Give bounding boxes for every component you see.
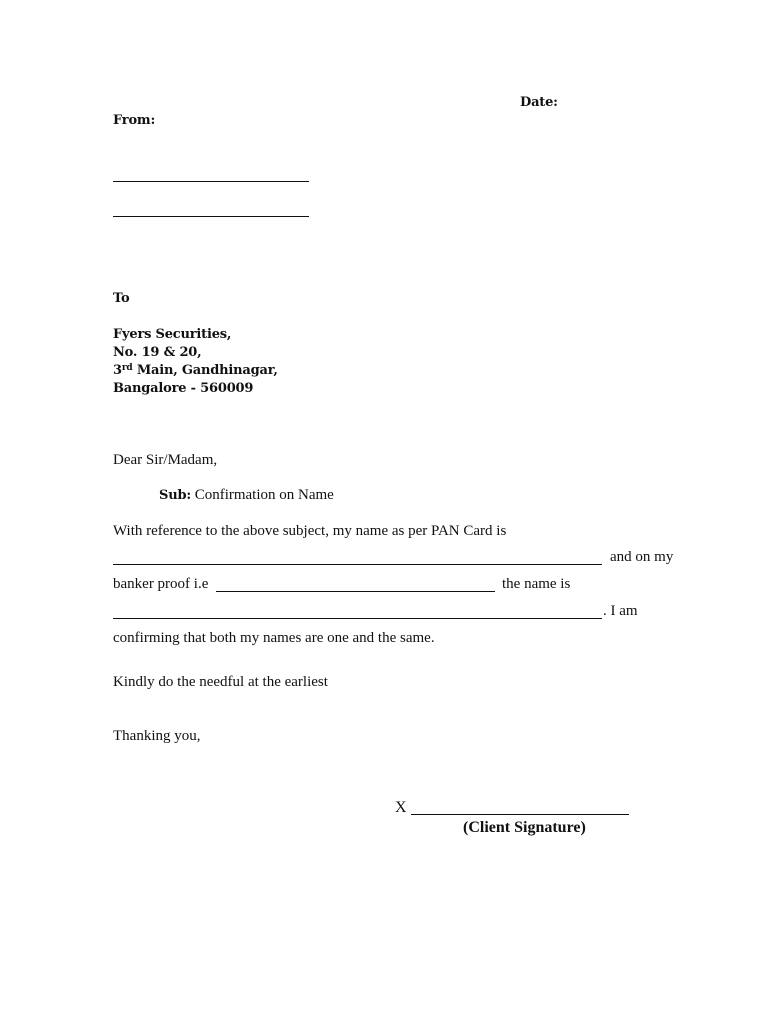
signature-line[interactable] xyxy=(411,814,629,815)
from-label: From: xyxy=(113,113,156,128)
subject-label: Sub: xyxy=(159,488,191,503)
recipient-address-line-2 xyxy=(113,364,278,377)
recipient-address-line-1: No. 19 & 20, xyxy=(113,345,202,360)
recipient-company: Fyers Securities, xyxy=(113,327,232,342)
subject-line xyxy=(159,488,334,503)
from-address-line-2[interactable] xyxy=(113,216,309,217)
signature-label: (Client Signature) xyxy=(463,819,586,836)
to-label: To xyxy=(113,291,130,306)
body-line-4-tail: . I am xyxy=(603,603,638,619)
banker-proof-line[interactable] xyxy=(216,591,495,592)
recipient-city: Bangalore - 560009 xyxy=(113,381,254,396)
street-ordinal-suffix: rd xyxy=(121,363,133,373)
body-line-3-head: banker proof i.e xyxy=(113,576,209,592)
street-number: 3 xyxy=(113,363,122,378)
body-line-3-tail: the name is xyxy=(502,576,571,592)
salutation: Dear Sir/Madam, xyxy=(113,452,218,468)
date-label: Date: xyxy=(520,95,558,110)
body-line-5: confirming that both my names are one and the same. xyxy=(113,630,435,646)
body-line-1: With reference to the above subject, my name as per PAN Card is xyxy=(113,523,507,539)
street-name: Main, Gandhinagar, xyxy=(132,363,278,378)
request-line: Kindly do the needful at the earliest xyxy=(113,674,328,690)
closing-line: Thanking you, xyxy=(113,728,201,744)
pan-card-name-line[interactable] xyxy=(113,564,602,565)
subject-text: Confirmation on Name xyxy=(194,487,334,503)
banker-name-line[interactable] xyxy=(113,618,602,619)
body-line-2-tail: and on my xyxy=(610,549,674,565)
signature-mark: X xyxy=(395,799,407,816)
from-address-line-1[interactable] xyxy=(113,181,309,182)
